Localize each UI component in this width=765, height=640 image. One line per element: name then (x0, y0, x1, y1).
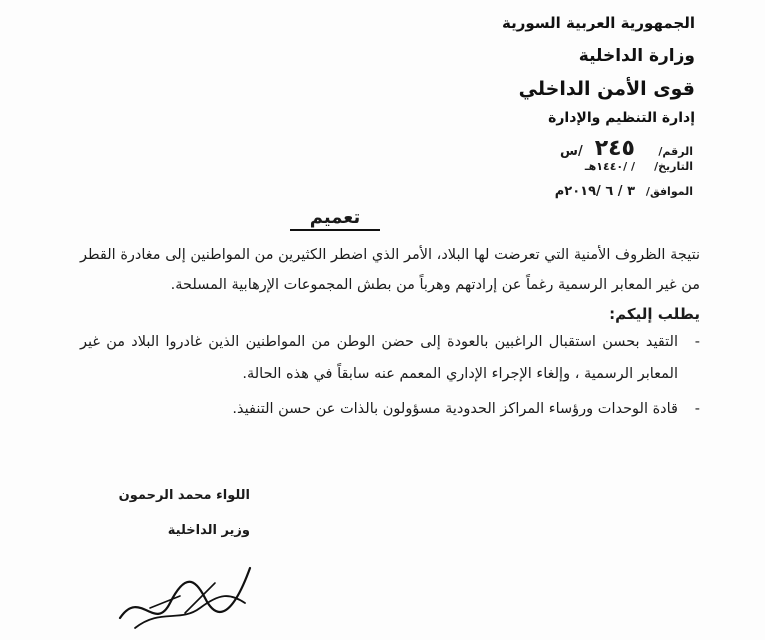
number-value: ٢٤٥ (594, 136, 635, 161)
country-name: الجمهورية العربية السورية (502, 14, 695, 32)
date-label: التاريخ/ (654, 160, 693, 173)
department-name: إدارة التنظيم والإدارة (548, 110, 695, 126)
list-item-text: التقيد بحسن استقبال الراغبين بالعودة إلى حضن الوطن من المواطنين الذين غادروا البلاد من غير المعابر الرسمية ، وإلغاء الإجراء الإداري المعمم عنه سابقاً في هذه الحالة. (80, 334, 678, 382)
list-item-text: قادة الوحدات ورؤساء المراكز الحدودية مسؤولون بالذات عن حسن التنفيذ. (232, 401, 678, 417)
intro-paragraph: نتيجة الظروف الأمنية التي تعرضت لها البلاد، الأمر الذي اضطر الكثيرين من المواطنين إلى مغادرة القطر من غير المعابر الرسمية رغماً عن إرادتهم وهرباً من بطش المجموعات الإرهابية المسلحة. (80, 247, 700, 293)
corresponding-label: الموافق/ (645, 185, 693, 198)
forces-name: قوى الأمن الداخلي (518, 78, 695, 100)
list-item (80, 394, 700, 424)
bullet-dash: - (694, 334, 700, 350)
corresponding-date-row (549, 184, 693, 208)
signatory-title: وزير الداخلية (167, 523, 250, 538)
date-row (549, 160, 693, 184)
number-label: الرقم/ (658, 145, 693, 158)
signatory-name: اللواء محمد الرحمون (118, 488, 250, 503)
date-value: / /١٤٤٠هـ (584, 160, 635, 173)
instruction-list (80, 326, 700, 424)
document-body (80, 240, 700, 424)
document-title: تعميم (290, 207, 380, 231)
request-label: يطلب إليكم: (609, 305, 700, 323)
bullet-dash: - (694, 401, 700, 417)
handwritten-signature (110, 548, 260, 638)
letterhead (502, 14, 695, 136)
signature-block (70, 488, 250, 538)
corresponding-value: ٣ / ٦ /٢٠١٩م (554, 184, 635, 199)
number-suffix: /س (560, 144, 583, 159)
reference-number-row (549, 136, 693, 160)
list-item (80, 326, 700, 390)
ministry-name: وزارة الداخلية (578, 46, 695, 66)
reference-block (549, 136, 693, 208)
